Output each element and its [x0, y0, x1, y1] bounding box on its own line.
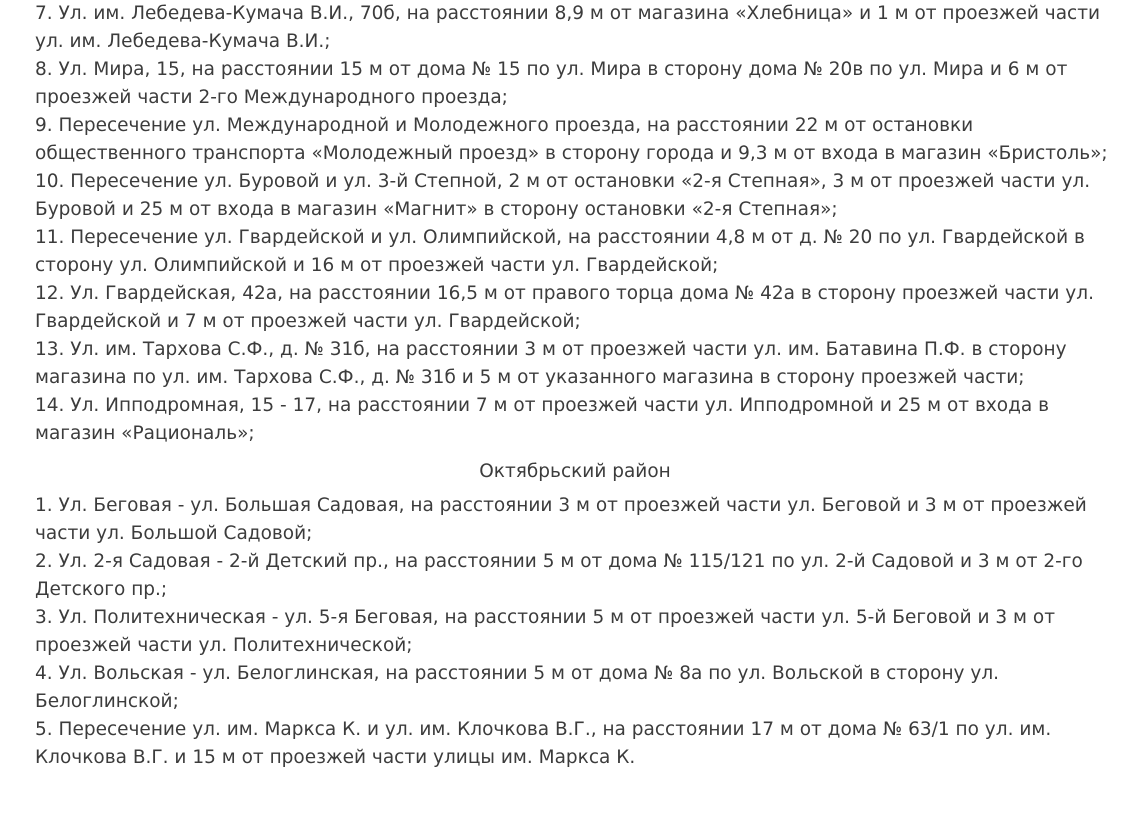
list-item: 7. Ул. им. Лебедева-Кумача В.И., 70б, на расстоянии 8,9 м от магазина «Хлебница» и 1 м от проезжей части ул. им. Лебедева-Кумача В.И.; — [35, 3, 1100, 52]
list-item: 3. Ул. Политехническая - ул. 5-я Беговая, на расстоянии 5 м от проезжей части ул. 5-й Беговой и 3 м от проезжей части ул. Политехнической; — [35, 607, 1055, 656]
list-item: 12. Ул. Гвардейская, 42а, на расстоянии 16,5 м от правого торца дома № 42а в сторону проезжей части ул. Гвардейской и 7 м от проезжей части ул. Гвардейской; — [35, 283, 1094, 332]
list-item: 8. Ул. Мира, 15, на расстоянии 15 м от дома № 15 по ул. Мира в сторону дома № 20в по ул. Мира и 6 м от проезжей части 2-го Международного проезда; — [35, 59, 1068, 108]
list-item: 10. Пересечение ул. Буровой и ул. 3-й Степной, 2 м от остановки «2-я Степная», 3 м от проезжей части ул. Буровой и 25 м от входа в магазин «Магнит» в сторону остановки «2-я Степная»; — [35, 171, 1091, 220]
list-item: 9. Пересечение ул. Международной и Молодежного проезда, на расстоянии 22 м от остановки общественного транспорта «Молодежный проезд» в сторону города и 9,3 м от входа в магазин «Бристоль»; — [35, 115, 1108, 164]
list-item: 14. Ул. Ипподромная, 15 - 17, на расстоянии 7 м от проезжей части ул. Ипподромной и 25 м от входа в магазин «Рациональ»; — [35, 395, 1050, 444]
list-item: 13. Ул. им. Тархова С.Ф., д. № 31б, на расстоянии 3 м от проезжей части ул. им. Батавина П.Ф. в сторону магазина по ул. им. Тархова С.Ф., д. № 31б и 5 м от указанного магазина в сторону проезжей части; — [35, 339, 1067, 388]
oktyabrsky-address-list — [35, 492, 1115, 772]
list-item: 4. Ул. Вольская - ул. Белоглинская, на расстоянии 5 м от дома № 8а по ул. Вольской в сторону ул. Белоглинской; — [35, 663, 1000, 712]
address-list-continued — [35, 0, 1115, 448]
list-item: 5. Пересечение ул. им. Маркса К. и ул. им. Клочкова В.Г., на расстоянии 17 м от дома № 63/1 по ул. им. Клочкова В.Г. и 15 м от проезжей части улицы им. Маркса К. — [35, 719, 1052, 768]
list-item: 1. Ул. Беговая - ул. Большая Садовая, на расстоянии 3 м от проезжей части ул. Беговой и 3 м от проезжей части ул. Большой Садовой; — [35, 495, 1087, 544]
list-item: 2. Ул. 2-я Садовая - 2-й Детский пр., на расстоянии 5 м от дома № 115/121 по ул. 2-й Садовой и 3 м от 2-го Детского пр.; — [35, 551, 1083, 600]
list-item: 11. Пересечение ул. Гвардейской и ул. Олимпийской, на расстоянии 4,8 м от д. № 20 по ул. Гвардейской в сторону ул. Олимпийской и 16 м от проезжей части ул. Гвардейской; — [35, 227, 1085, 276]
section-heading: Октябрьский район — [479, 461, 671, 482]
